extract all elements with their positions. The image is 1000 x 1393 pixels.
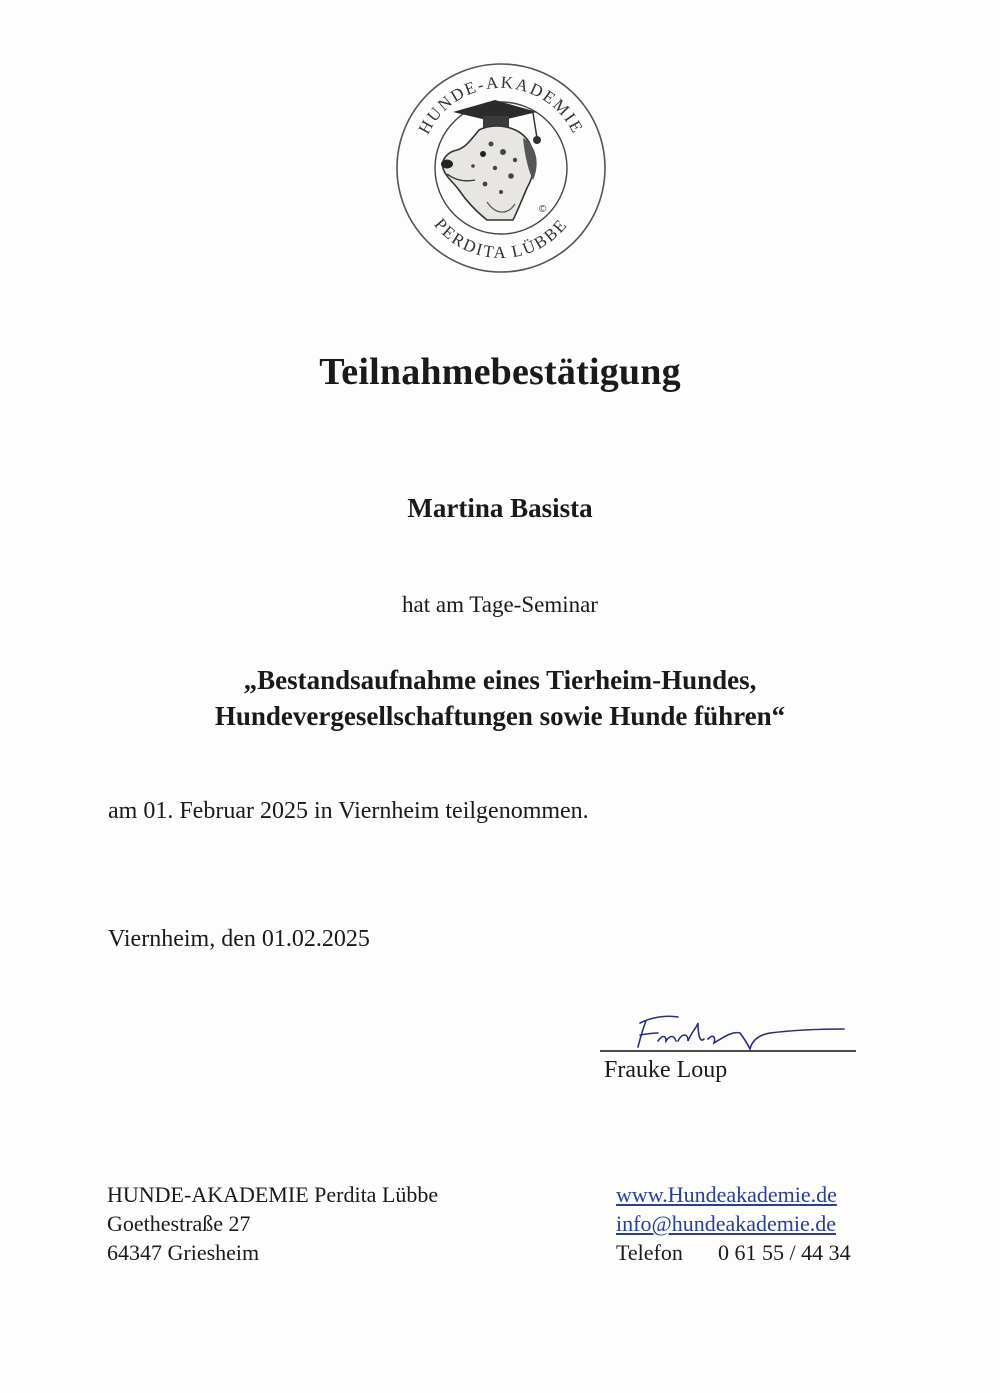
svg-text:PERDITA LÜBBE [431, 215, 572, 262]
footer-organization: HUNDE-AKADEMIE Perdita Lübbe [107, 1182, 439, 1207]
footer-address [107, 1180, 438, 1267]
handwritten-signature [600, 1005, 860, 1055]
graduate-dog-icon [441, 100, 541, 220]
email-link[interactable]: info@hundeakademie.de [616, 1211, 837, 1236]
seminar-title-line-2: Hundevergesellschaftungen sowie Hunde führen“ [214, 701, 786, 731]
document-title: Teilnahmebestätigung [319, 351, 681, 393]
academy-logo [395, 52, 607, 284]
signer-name: Frauke Loup [604, 1057, 728, 1083]
participation-date-sentence: am 01. Februar 2025 in Viernheim teilgenommen. [108, 798, 589, 824]
phone-number: 0 61 55 / 44 34 [718, 1240, 851, 1265]
seminar-title [0, 662, 1000, 734]
intro-text: hat am Tage-Seminar [402, 592, 598, 617]
footer-city: 64347 Griesheim [107, 1240, 260, 1265]
seminar-title-line-1: „Bestandsaufnahme eines Tierheim-Hundes, [243, 665, 757, 695]
footer-contact [616, 1180, 851, 1267]
place-and-date: Viernheim, den 01.02.2025 [108, 926, 370, 952]
logo-bottom-text: PERDITA LÜBBE [430, 214, 572, 263]
svg-text:©: © [539, 204, 547, 215]
footer-street: Goethestraße 27 [107, 1211, 251, 1236]
phone-label: Telefon [616, 1240, 683, 1265]
logo-top-text: HUNDE-AKADEMIE [414, 72, 588, 138]
phone-line [616, 1238, 851, 1267]
participant-name: Martina Basista [407, 493, 593, 523]
signature-block [600, 1005, 860, 1084]
website-link[interactable]: www.Hundeakademie.de [616, 1182, 837, 1207]
